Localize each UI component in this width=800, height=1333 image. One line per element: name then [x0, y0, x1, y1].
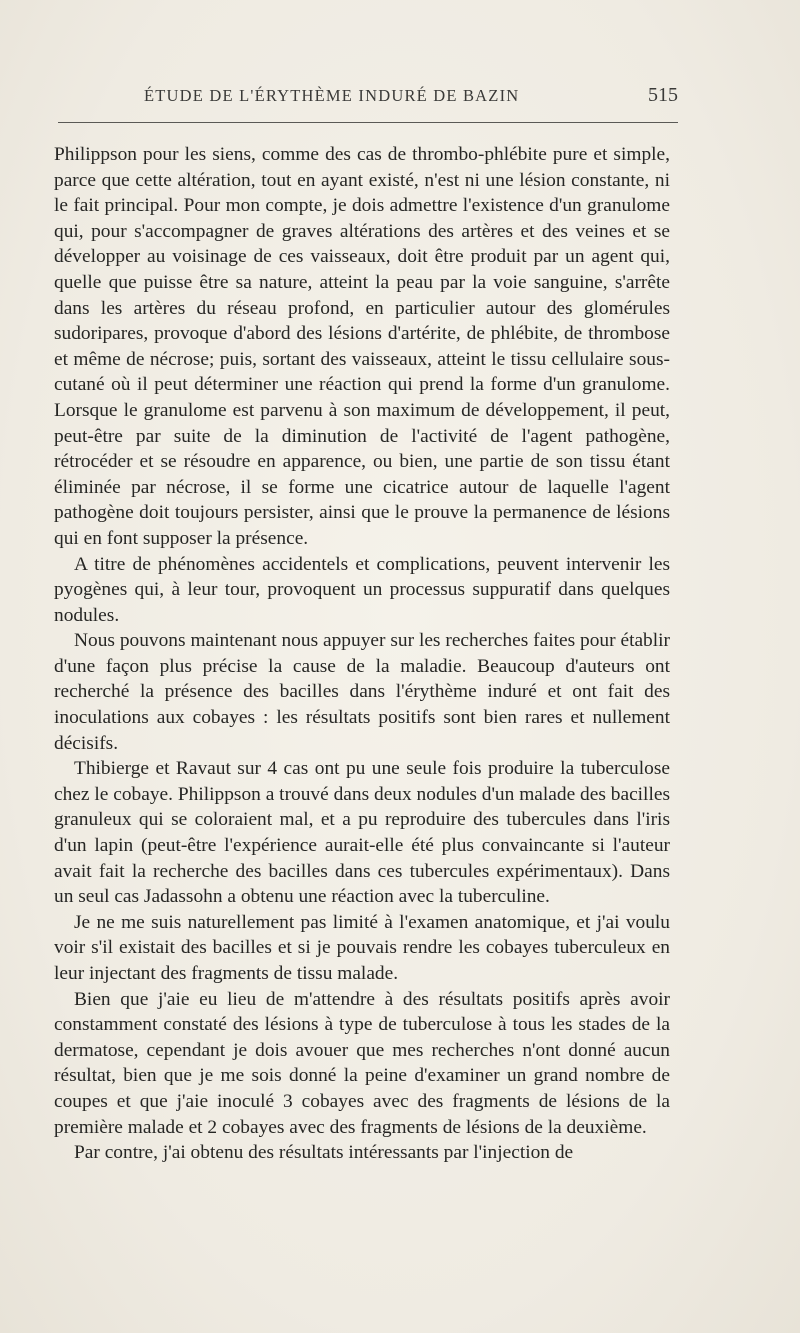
- body-text: [54, 142, 670, 1166]
- paragraph-continued: Philippson pour les siens, comme des cas de thrombo-phlébite pure et simple, parce que cette altération, tout en ayant existé, n'est ni une lésion constante, ni le fait principal. Pour mon compte, je dois admettre l'existence d'un granulome qui, pour s'accompagner de graves altérations des artères et des veines et se développer au voisinage de ces vaisseaux, doit être produit par un agent qui, quelle que puisse être sa nature, atteint la peau par la voie sanguine, s'arrête dans les artères du réseau profond, en particulier autour des glomérules sudoripares, provoque d'abord des lésions d'artérite, de phlébite, de thrombose et même de nécrose; puis, sortant des vaisseaux, atteint le tissu cellulaire sous-cutané où il peut déterminer une réaction qui prend la forme d'un granulome. Lorsque le granulome est parvenu à son maximum de développement, il peut, peut-être par suite de la diminution de l'activité de l'agent pathogène, rétrocéder et se résoudre en apparence, ou bien, une partie de son tissu étant éliminée par nécrose, il se forme une cicatrice autour de laquelle l'agent pathogène doit toujours persister, ainsi que le prouve la permanence de lésions qui en font supposer la présence.: [54, 144, 670, 549]
- running-title: ÉTUDE DE L'ÉRYTHÈME INDURÉ DE BAZIN: [144, 86, 520, 105]
- paragraph: A titre de phénomènes accidentels et complications, peuvent intervenir les pyogènes qui, à leur tour, provoquent un processus suppuratif dans quelques nodules.: [54, 553, 670, 626]
- paragraph: Je ne me suis naturellement pas limité à l'examen anatomique, et j'ai voulu voir s'il existait des bacilles et si je pouvais rendre les cobayes tuberculeux en leur injectant des fragments de tissu malade.: [54, 911, 670, 984]
- paragraph: Thibierge et Ravaut sur 4 cas ont pu une seule fois produire la tuberculose chez le cobaye. Philippson a trouvé dans deux nodules d'un malade des bacilles granuleux qui se coloraient mal, et a pu reproduire des tubercules dans l'iris d'un lapin (peut-être l'expérience aurait-elle été plus convaincante si l'auteur avait fait la recherche des bacilles dans ces tubercules expérimentaux). Dans un seul cas Jadassohn a obtenu une réaction avec la tuberculine.: [54, 758, 670, 908]
- paragraph: Bien que j'aie eu lieu de m'attendre à des résultats positifs après avoir constamment constaté des lésions à type de tuberculose à tous les stades de la dermatose, cependant je dois avouer que mes recherches n'ont donné aucun résultat, bien que je me sois donné la peine d'examiner un grand nombre de coupes et que j'aie inoculé 3 cobayes avec des fragments de lésions de la première malade et 2 cobayes avec des fragments de lésions de la deuxième.: [54, 988, 670, 1138]
- running-head: [60, 86, 678, 114]
- paragraph: Par contre, j'ai obtenu des résultats intéressants par l'injection de: [74, 1142, 574, 1164]
- page-number: 515: [648, 84, 678, 106]
- paragraph: Nous pouvons maintenant nous appuyer sur les recherches faites pour établir d'une façon plus précise la cause de la maladie. Beaucoup d'auteurs ont recherché la présence des bacilles dans l'érythème induré et ont fait des inoculations aux cobayes : les résultats positifs sont bien rares et nullement décisifs.: [54, 630, 670, 754]
- header-rule: [58, 122, 678, 123]
